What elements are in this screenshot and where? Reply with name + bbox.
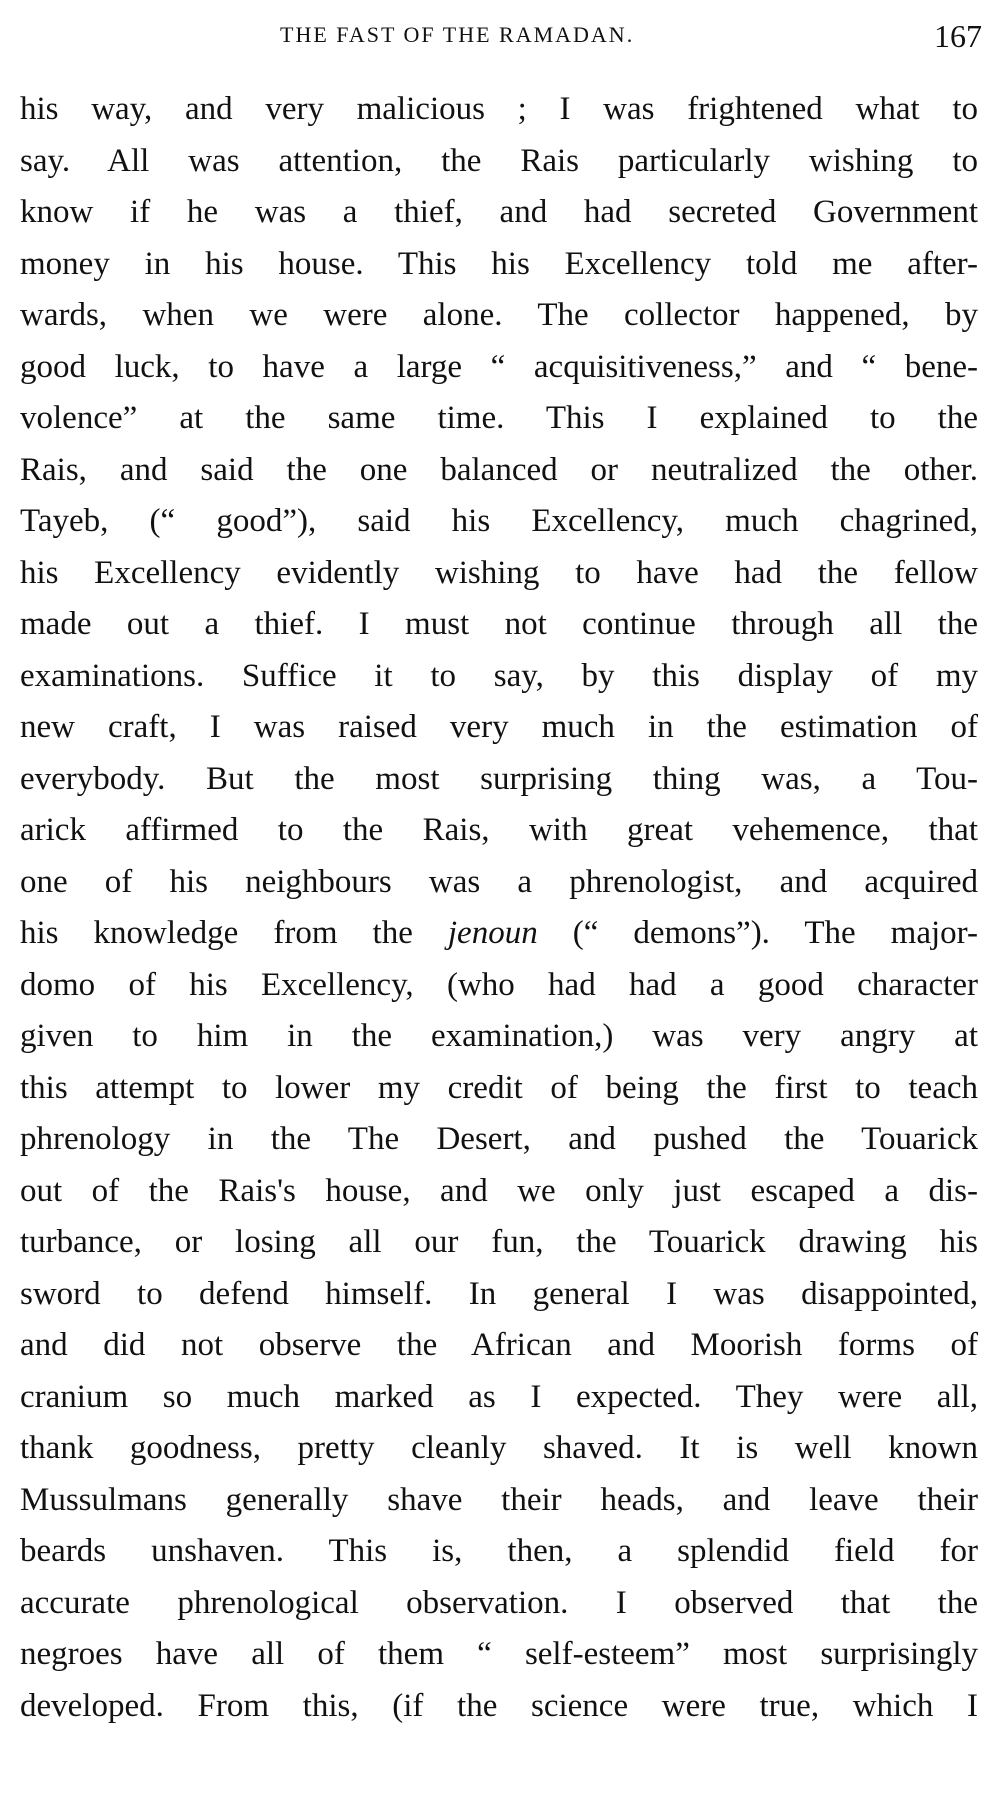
text-line: and did not observe the African and Moorish forms of: [20, 1327, 978, 1363]
text-line: beards unshaven. This is, then, a splendid field for: [20, 1533, 978, 1569]
text-line: this attempt to lower my credit of being the first to teach: [20, 1069, 978, 1106]
text-segment: his knowledge from the: [20, 915, 448, 951]
text-line: out of the Rais's house, and we only just escaped a dis-: [20, 1172, 978, 1209]
text-line: volence” at the same time. This I explained to the: [20, 400, 978, 436]
text-line: Rais, and said the one balanced or neutralized the other.: [20, 451, 978, 488]
text-line: his way, and very malicious ; I was frightened what to: [20, 91, 978, 127]
text-line: thank goodness, pretty cleanly shaved. It is well known: [20, 1430, 978, 1466]
italic-word: jenoun: [447, 915, 538, 951]
text-line: sword to defend himself. In general I was disappointed,: [20, 1275, 978, 1312]
text-line: know if he was a thief, and had secreted Government: [20, 194, 978, 230]
text-line: say. All was attention, the Rais particularly wishing to: [20, 142, 978, 179]
text-segment: (“ demons”). The major-: [537, 915, 978, 951]
text-line: Tayeb, (“ good”), said his Excellency, much chagrined,: [20, 503, 978, 539]
running-title: THE FAST OF THE RAMADAN.: [280, 22, 635, 47]
page-number: 167: [934, 18, 982, 54]
running-head: [0, 18, 1000, 62]
text-line: everybody. But the most surprising thing was, a Tou-: [20, 760, 978, 797]
text-line: his Excellency evidently wishing to have had the fellow: [20, 554, 978, 591]
text-line: cranium so much marked as I expected. They were all,: [20, 1378, 978, 1415]
text-line: wards, when we were alone. The collector happened, by: [20, 297, 978, 333]
text-line: turbance, or losing all our fun, the Touarick drawing his: [20, 1224, 978, 1260]
text-line: phrenology in the The Desert, and pushed the Touarick: [20, 1121, 978, 1157]
text-line: given to him in the examination,) was very angry at: [20, 1018, 978, 1054]
text-line: [20, 908, 978, 960]
text-line: accurate phrenological observation. I observed that the: [20, 1584, 978, 1621]
body-text: [20, 84, 978, 1732]
text-line: good luck, to have a large “ acquisitiveness,” and “ bene-: [20, 348, 978, 385]
text-line: examinations. Suffice it to say, by this display of my: [20, 657, 978, 694]
text-line: made out a thief. I must not continue through all the: [20, 606, 978, 642]
text-line: one of his neighbours was a phrenologist, and acquired: [20, 863, 978, 900]
text-line: Mussulmans generally shave their heads, and leave their: [20, 1481, 978, 1518]
text-line: negroes have all of them “ self-esteem” most surprisingly: [20, 1636, 978, 1672]
text-line: developed. From this, (if the science were true, which I: [20, 1687, 978, 1724]
text-line: money in his house. This his Excellency told me after-: [20, 245, 978, 282]
text-line: domo of his Excellency, (who had had a good character: [20, 966, 978, 1003]
text-line: arick affirmed to the Rais, with great vehemence, that: [20, 812, 978, 848]
text-line: new craft, I was raised very much in the estimation of: [20, 709, 978, 745]
